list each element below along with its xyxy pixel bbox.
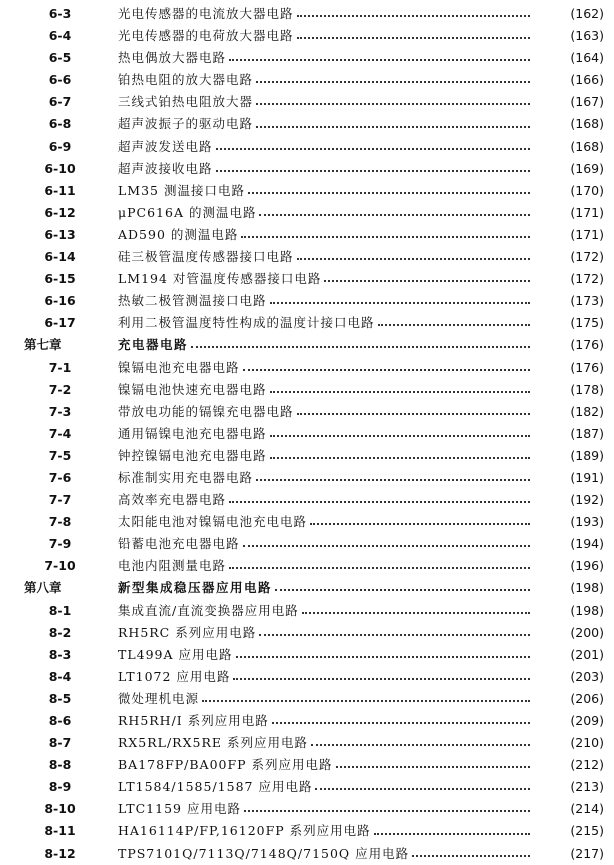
dot-leader: [374, 833, 530, 835]
entry-number: 第八章: [24, 580, 62, 596]
toc-entry: [0, 357, 614, 379]
toc-entry: [0, 445, 614, 467]
entry-title-line: [118, 290, 534, 312]
dot-leader: [336, 766, 530, 768]
entry-number: 7-7: [48, 492, 72, 508]
entry-number: 8-8: [48, 757, 72, 773]
entry-page-number: (173): [570, 293, 604, 309]
entry-page-number: (189): [570, 447, 604, 463]
dot-leader: [229, 501, 530, 503]
entry-title-line: [118, 622, 534, 644]
entry-number: 6-8: [48, 116, 72, 132]
entry-title: RX5RL/RX5RE 系列应用电路: [118, 735, 308, 751]
entry-title-line: [118, 113, 534, 135]
dot-leader: [229, 567, 530, 569]
entry-number: 第七章: [24, 337, 62, 353]
entry-page-number: (175): [570, 315, 604, 331]
entry-number: 6-3: [48, 6, 72, 21]
entry-page-number: (213): [570, 779, 604, 795]
entry-number: 8-9: [48, 779, 72, 795]
dot-leader: [378, 324, 530, 326]
toc-entry: [0, 710, 614, 732]
entry-title: AD590 的测温电路: [118, 226, 239, 242]
entry-title-line: [118, 3, 534, 25]
toc-entry: [0, 202, 614, 224]
entry-title: TL499A 应用电路: [118, 646, 233, 662]
entry-page-number: (217): [570, 845, 604, 861]
entry-number: 6-10: [44, 160, 76, 176]
entry-number: 6-14: [44, 249, 76, 265]
entry-number: 7-4: [48, 425, 72, 441]
entry-title-line: [118, 268, 534, 290]
dot-leader: [202, 700, 530, 702]
entry-number: 6-12: [44, 204, 76, 220]
entry-title: 热敏二极管测温接口电路: [118, 293, 267, 309]
entry-title-line: [118, 47, 534, 69]
entry-title-line: [118, 732, 534, 754]
dot-leader: [216, 148, 530, 150]
entry-page-number: (172): [570, 271, 604, 287]
entry-title-line: [118, 91, 534, 113]
dot-leader: [311, 744, 530, 746]
entry-title-line: [118, 423, 534, 445]
entry-title: μPC616A 的测温电路: [118, 204, 257, 220]
toc-entry: [0, 25, 614, 47]
entry-page-number: (178): [570, 381, 604, 397]
toc-entry: [0, 754, 614, 776]
entry-page-number: (171): [570, 204, 604, 220]
entry-number: 8-6: [48, 713, 72, 728]
dot-leader: [256, 479, 530, 481]
dot-leader: [259, 214, 530, 216]
toc-entry: [0, 600, 614, 622]
entry-title-line: [118, 69, 534, 91]
entry-number: 7-5: [48, 447, 72, 463]
dot-leader: [229, 59, 530, 61]
toc-entry: [0, 91, 614, 113]
dot-leader: [297, 15, 530, 17]
entry-title: HA16114P/FP,16120FP 系列应用电路: [118, 823, 371, 839]
dot-leader: [236, 656, 531, 658]
entry-title: 带放电功能的镉镍充电器电路: [118, 403, 294, 419]
entry-title: 光电传感器的电荷放大器电路: [118, 28, 294, 44]
entry-title-line: [118, 843, 534, 865]
entry-title-line: [118, 401, 534, 423]
toc-entry: [0, 379, 614, 401]
dot-leader: [256, 126, 530, 128]
dot-leader: [297, 37, 530, 39]
toc-entry: [0, 268, 614, 290]
entry-title-line: [118, 666, 534, 688]
entry-page-number: (194): [570, 536, 604, 552]
dot-leader: [191, 346, 530, 348]
toc-entry: [0, 666, 614, 688]
entry-title-line: [118, 467, 534, 489]
entry-number: 6-6: [48, 72, 72, 88]
entry-page-number: (203): [570, 668, 604, 684]
entry-title: 利用二极管温度特性构成的温度计接口电路: [118, 315, 375, 331]
entry-page-number: (198): [570, 580, 604, 596]
entry-title: BA178FP/BA00FP 系列应用电路: [118, 757, 333, 773]
entry-number: 8-2: [48, 624, 72, 640]
entry-page-number: (162): [570, 6, 604, 21]
entry-number: 6-15: [44, 271, 76, 287]
entry-title: 钟控镍镉电池充电器电路: [118, 447, 267, 463]
entry-title: 通用镉镍电池充电器电路: [118, 425, 267, 441]
entry-title-line: [118, 180, 534, 202]
entry-title-line: [118, 820, 534, 842]
toc-entry: [0, 622, 614, 644]
entry-number: 8-12: [44, 845, 76, 861]
entry-page-number: (169): [570, 160, 604, 176]
entry-title-line: [118, 710, 534, 732]
entry-page-number: (166): [570, 72, 604, 88]
entry-title-line: [118, 688, 534, 710]
entry-title: 镍镉电池充电器电路: [118, 359, 240, 375]
entry-title: 铅蓄电池充电器电路: [118, 536, 240, 552]
entry-title-line: [118, 644, 534, 666]
toc-entry: [0, 533, 614, 555]
entry-page-number: (170): [570, 182, 604, 198]
entry-number: 8-7: [48, 735, 72, 751]
entry-number: 8-10: [44, 801, 76, 817]
toc-entry: [0, 820, 614, 842]
entry-title-line: [118, 158, 534, 180]
toc-entry: [0, 69, 614, 91]
toc-entry: [0, 246, 614, 268]
entry-title: 充电器电路: [118, 337, 189, 353]
entry-page-number: (176): [570, 359, 604, 375]
entry-number: 6-9: [48, 138, 72, 154]
entry-number: 6-7: [48, 94, 72, 110]
entry-number: 7-8: [48, 514, 72, 530]
toc-chapter-heading: [0, 334, 614, 356]
toc-entry: [0, 732, 614, 754]
toc-entry: [0, 467, 614, 489]
entry-title-line: [118, 136, 534, 158]
dot-leader: [270, 302, 530, 304]
toc-entry: [0, 401, 614, 423]
entry-title-line: [118, 379, 534, 401]
toc-entry: [0, 489, 614, 511]
entry-page-number: (168): [570, 138, 604, 154]
toc-entry: [0, 843, 614, 865]
entry-title: 三线式铂热电阻放大器: [118, 94, 254, 110]
entry-title: RH5RC 系列应用电路: [118, 624, 257, 640]
entry-number: 7-10: [44, 558, 76, 574]
entry-title-line: [118, 533, 534, 555]
entry-number: 8-5: [48, 690, 72, 706]
toc-entry: [0, 3, 614, 25]
entry-number: 6-17: [44, 315, 76, 331]
entry-number: 8-4: [48, 668, 72, 684]
entry-number: 6-5: [48, 50, 72, 66]
entry-number: 7-3: [48, 403, 72, 419]
entry-page-number: (167): [570, 94, 604, 110]
entry-title-line: [118, 555, 534, 577]
entry-number: 8-11: [44, 823, 76, 839]
entry-title: 铂热电阻的放大器电路: [118, 72, 254, 88]
entry-title: 集成直流/直流变换器应用电路: [118, 602, 299, 618]
entry-page-number: (193): [570, 514, 604, 530]
toc-entry: [0, 688, 614, 710]
dot-leader: [270, 391, 530, 393]
dot-leader: [310, 523, 530, 525]
entry-title: LT1072 应用电路: [118, 668, 231, 684]
entry-page-number: (201): [570, 646, 604, 662]
entry-page-number: (163): [570, 28, 604, 44]
entry-page-number: (214): [570, 801, 604, 817]
entry-title: 太阳能电池对镍镉电池充电电路: [118, 514, 308, 530]
entry-page-number: (200): [570, 624, 604, 640]
entry-number: 6-11: [44, 182, 76, 198]
dot-leader: [315, 788, 530, 790]
entry-title-line: [118, 577, 534, 599]
entry-title: 新型集成稳压器应用电路: [118, 580, 273, 596]
toc-entry: [0, 47, 614, 69]
entry-page-number: (210): [570, 735, 604, 751]
entry-title: TPS7101Q/7113Q/7148Q/7150Q 应用电路: [118, 845, 410, 861]
entry-title-line: [118, 246, 534, 268]
entry-title: LTC1159 应用电路: [118, 801, 241, 817]
entry-title: LM194 对管温度传感器接口电路: [118, 271, 322, 287]
entry-title: 电池内阻测量电路: [118, 558, 227, 574]
entry-number: 7-6: [48, 469, 72, 485]
toc-entry: [0, 644, 614, 666]
entry-title: 硅三极管温度传感器接口电路: [118, 249, 294, 265]
entry-page-number: (182): [570, 403, 604, 419]
dot-leader: [297, 413, 530, 415]
entry-page-number: (164): [570, 50, 604, 66]
toc-entry: [0, 776, 614, 798]
toc-entry: [0, 158, 614, 180]
dot-leader: [270, 457, 530, 459]
dot-leader: [243, 369, 530, 371]
entry-title-line: [118, 600, 534, 622]
entry-title: LM35 测温接口电路: [118, 182, 245, 198]
toc-entry: [0, 511, 614, 533]
entry-title-line: [118, 511, 534, 533]
dot-leader: [233, 678, 530, 680]
dot-leader: [324, 280, 530, 282]
entry-title-line: [118, 489, 534, 511]
dot-leader: [272, 722, 530, 724]
entry-title-line: [118, 25, 534, 47]
entry-title: RH5RH/I 系列应用电路: [118, 713, 269, 728]
toc-chapter-heading: [0, 577, 614, 599]
entry-page-number: (192): [570, 492, 604, 508]
toc-entry: [0, 136, 614, 158]
toc-entry: [0, 290, 614, 312]
dot-leader: [270, 435, 530, 437]
dot-leader: [275, 589, 530, 591]
entry-number: 7-1: [48, 359, 72, 375]
entry-number: 7-9: [48, 536, 72, 552]
entry-title-line: [118, 445, 534, 467]
toc-entry: [0, 423, 614, 445]
entry-page-number: (191): [570, 469, 604, 485]
entry-number: 6-16: [44, 293, 76, 309]
entry-number: 6-4: [48, 28, 72, 44]
entry-title-line: [118, 357, 534, 379]
entry-page-number: (198): [570, 602, 604, 618]
entry-page-number: (168): [570, 116, 604, 132]
toc-entry: [0, 312, 614, 334]
dot-leader: [259, 634, 530, 636]
entry-page-number: (212): [570, 757, 604, 773]
entry-number: 8-1: [48, 602, 72, 618]
entry-page-number: (209): [570, 713, 604, 728]
entry-number: 6-13: [44, 226, 76, 242]
entry-title-line: [118, 202, 534, 224]
dot-leader: [216, 170, 530, 172]
toc-entry: [0, 798, 614, 820]
entry-page-number: (176): [570, 337, 604, 353]
entry-title: 超声波发送电路: [118, 138, 213, 154]
toc-entry: [0, 113, 614, 135]
entry-title-line: [118, 776, 534, 798]
entry-title-line: [118, 334, 534, 356]
dot-leader: [256, 103, 530, 105]
entry-page-number: (172): [570, 249, 604, 265]
dot-leader: [248, 192, 530, 194]
entry-page-number: (196): [570, 558, 604, 574]
dot-leader: [412, 855, 530, 857]
entry-page-number: (206): [570, 690, 604, 706]
entry-title: 热电偶放大器电路: [118, 50, 227, 66]
entry-title: 超声波接收电路: [118, 160, 213, 176]
entry-title-line: [118, 312, 534, 334]
entry-title-line: [118, 754, 534, 776]
toc-entry: [0, 555, 614, 577]
dot-leader: [302, 612, 530, 614]
entry-title: 光电传感器的电流放大器电路: [118, 6, 294, 21]
dot-leader: [256, 81, 530, 83]
dot-leader: [244, 810, 530, 812]
table-of-contents: [0, 3, 614, 865]
entry-title: 标准制实用充电器电路: [118, 469, 254, 485]
entry-page-number: (171): [570, 226, 604, 242]
entry-title: 镍镉电池快速充电器电路: [118, 381, 267, 397]
toc-entry: [0, 224, 614, 246]
entry-number: 8-3: [48, 646, 72, 662]
entry-title: 高效率充电器电路: [118, 492, 227, 508]
entry-title-line: [118, 224, 534, 246]
dot-leader: [241, 236, 530, 238]
entry-title: 超声波振子的驱动电路: [118, 116, 254, 132]
entry-title: 微处理机电源: [118, 690, 200, 706]
toc-entry: [0, 180, 614, 202]
entry-page-number: (215): [570, 823, 604, 839]
entry-title: LT1584/1585/1587 应用电路: [118, 779, 313, 795]
dot-leader: [243, 545, 530, 547]
dot-leader: [297, 258, 530, 260]
entry-page-number: (187): [570, 425, 604, 441]
entry-number: 7-2: [48, 381, 72, 397]
entry-title-line: [118, 798, 534, 820]
